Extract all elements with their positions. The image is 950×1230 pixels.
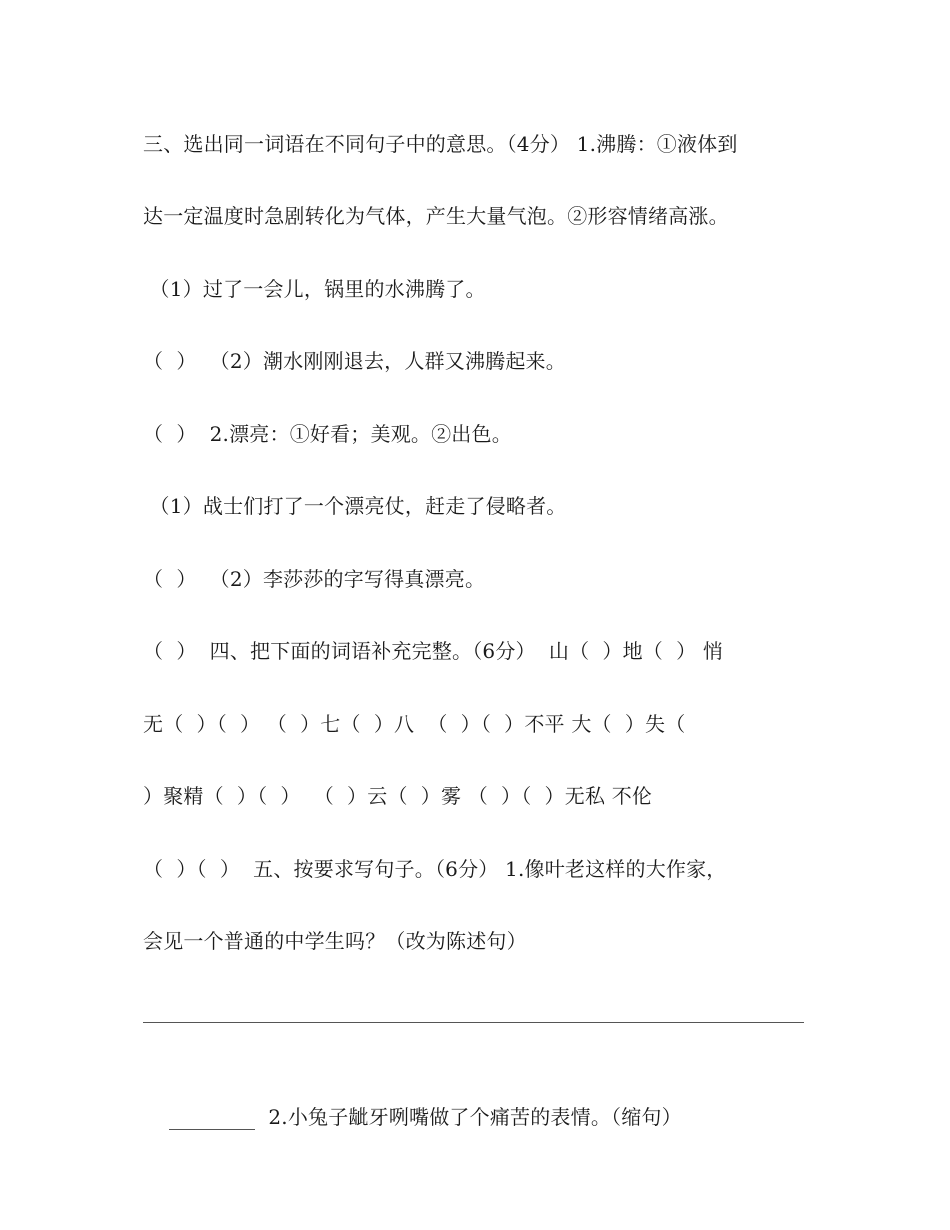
answer-blank — [169, 1129, 255, 1130]
question-line: （ ） （2）潮水刚刚退去，人群又沸腾起来。 — [143, 349, 566, 373]
definition-line: 达一定温度时急剧转化为气体，产生大量气泡。②形容情绪高涨。 — [143, 204, 729, 228]
question-line: 会见一个普通的中学生吗？（改为陈述句） — [143, 929, 527, 953]
question-line — [143, 1075, 808, 1159]
section-five-heading: （ ）（ ） 五、按要求写句子。（6分） 1.像叶老这样的大作家， — [143, 857, 727, 881]
question-line: （1）过了一会儿，锅里的水沸腾了。 — [143, 277, 486, 301]
question-line: （ ） 2.漂亮：①好看；美观。②出色。 — [143, 422, 512, 446]
section-four-heading: （ ） 四、把下面的词语补充完整。（6分） 山（ ）地（ ） 悄 — [143, 639, 724, 663]
idiom-fill-line: 无（ ）（ ） （ ）七（ ）八 （ ）（ ）不平 大（ ）失（ — [143, 712, 686, 736]
question-text: 2.小兔子龇牙咧嘴做了个痛苦的表情。（缩句） — [255, 1105, 682, 1129]
section-three-heading: 三、选出同一词语在不同句子中的意思。（4分） 1.沸腾：①液体到 — [143, 132, 738, 156]
question-line: （1）战士们打了一个漂亮仗，赶走了侵略者。 — [143, 494, 567, 518]
idiom-fill-line: ）聚精（ ）（ ） （ ）云（ ）雾 （ ）（ ）无私 不伦 — [143, 784, 653, 808]
question-line: （ ） （2）李莎莎的字写得真漂亮。 — [143, 567, 486, 591]
answer-line — [143, 1022, 804, 1023]
